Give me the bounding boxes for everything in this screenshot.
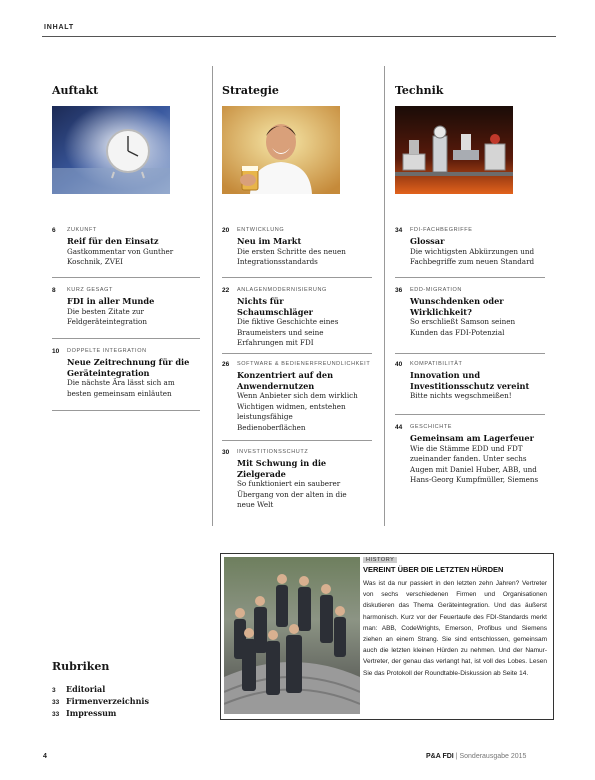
column-title-strategie: Strategie [222,84,279,97]
entry-divider [222,440,372,441]
entry-divider [222,353,372,354]
page-number: 40 [395,361,403,368]
page-number: 44 [395,424,403,431]
entry-kicker: ANLAGENMODERNISIERUNG [237,287,327,293]
box-kicker: HISTORY [363,557,397,563]
entry-headline: Nichts für Schaumschläger [237,296,313,317]
rubriken-title: Rubriken [52,660,110,673]
toc-entry[interactable] [52,286,192,328]
page-number: 26 [222,361,230,368]
entry-kicker: FDI-FACHBEGRIFFE [410,227,473,233]
clock-photo [52,106,170,194]
toc-entry[interactable] [395,360,545,402]
page-number: 3 [52,687,56,694]
page-number: 33 [52,711,60,718]
entry-description: Die besten Zitate zur Feldgeräteintegration [67,306,147,326]
section-label: INHALT [44,24,74,31]
entry-description: So funktioniert ein sauberer Übergang von der alten in die neue Welt [237,479,347,509]
rubrik-item-impressum[interactable] [52,708,116,718]
entry-kicker: GESCHICHTE [410,424,453,430]
column-divider [384,66,385,526]
box-title: VEREINT ÜBER DIE LETZTEN HÜRDEN [363,565,504,574]
entry-description: Bitte nichts wegschmeißen! [410,391,512,400]
rubrik-label: Editorial [66,684,106,694]
brewer-photo [222,106,340,194]
entry-kicker: DOPPELTE INTEGRATION [67,348,147,354]
rubrik-item-editorial[interactable] [52,684,105,694]
entry-kicker: SOFTWARE & BEDIENERFREUNDLICHKEIT [237,361,371,367]
edition-label: Sonderausgabe 2015 [459,753,527,760]
entry-headline: Wunschdenken oder Wirklichkeit? [410,296,504,317]
toc-entry[interactable] [395,423,545,486]
entry-description: Die wichtigsten Abkürzungen und Fachbegriffe zum neuen Standard [410,246,535,266]
edition-separator: | [455,753,460,760]
footer-publication [426,753,526,760]
entry-kicker: KURZ GESAGT [67,287,114,293]
publication-name: P&A FDI [426,753,454,760]
entry-kicker: KOMPATIBILITÄT [410,361,463,367]
box-text: Was ist da nur passiert in den letzten zehn Jahren? Vertreter von sechs verschiedenen Firmen und Organisationen diskutieren das Thema Geräteintegration. Und das äußerst harmonisch. Kurz vor der Feuertaufe des FDI-Standards merkt man: ABB, CodeWrights, Emerson, Profibus und Siemens ziehen an einem Strang. Sie sind entschlossen, gemeinsam auch die letzten kleinen Hürden zu nehmen. Und der Namur-Vertreter, der genau das verlangt hat, ist voll des Lobes. Lesen Sie das Protokoll der Roundtable-Diskussion ab Seite 14. [363,580,547,677]
field-devices-photo [395,106,513,194]
entry-description: Gastkommentar von Gunther Koschnik, ZVEI [67,246,174,266]
entry-divider [52,277,200,278]
toc-entry[interactable] [222,226,362,268]
entry-divider [52,338,200,339]
page-number: 22 [222,287,230,294]
entry-description: Wie die Stämme EDD und FDT zueinander fanden. Unter sechs Augen mit Daniel Huber, ABB, und Hans-Georg Kumpfmüller, Siemens [410,443,539,484]
rubrik-item-firmenverzeichnis[interactable] [52,696,149,706]
toc-entry[interactable] [52,226,192,268]
entry-description: Die fiktive Geschichte eines Braumeisters und seine Erfahrungen mit FDI [237,317,339,347]
toc-entry[interactable] [222,360,371,433]
entry-description: Wenn Anbieter sich dem wirklich Wichtigen widmen, entstehen leistungsfähige Bedienoberflächen [237,391,358,432]
page-number: 20 [222,227,230,234]
column-title-auftakt: Auftakt [52,84,99,97]
entry-headline: Gemeinsam am Lagerfeuer [410,433,534,443]
rubrik-label: Firmenverzeichnis [66,696,149,706]
entry-headline: Reif für den Einsatz [67,236,159,246]
entry-kicker: ZUKUNFT [67,227,97,233]
page-number: 30 [222,449,230,456]
entry-headline: Konzentriert auf den Anwendernutzen [237,370,334,391]
entry-headline: Glossar [410,236,445,246]
page-number: 6 [52,227,56,234]
entry-headline: Neu im Markt [237,236,302,246]
toc-entry[interactable] [395,286,545,338]
page-number: 36 [395,287,403,294]
entry-kicker: INVESTITIONSSCHUTZ [237,449,309,455]
group-photo [224,557,360,714]
page-number: 10 [52,348,60,355]
footer-page-number: 4 [43,753,47,760]
entry-divider [395,414,545,415]
toc-entry[interactable] [222,448,362,511]
entry-divider [395,353,545,354]
entry-kicker: EDD-MIGRATION [410,287,463,293]
toc-entry[interactable] [395,226,545,268]
entry-divider [222,277,372,278]
entry-divider [52,410,200,411]
entry-divider [395,277,545,278]
column-divider [212,66,213,526]
entry-headline: Innovation und Investitionsschutz vereint [410,370,530,391]
page-number: 8 [52,287,56,294]
entry-description: Die ersten Schritte des neuen Integrationsstandards [237,246,346,266]
entry-headline: FDI in aller Munde [67,296,155,306]
entry-description: Die nächste Ära lässt sich am besten gemeinsam einläuten [67,378,175,398]
entry-headline: Mit Schwung in die Zielgerade [237,458,327,479]
header-rule [42,36,556,37]
toc-entry[interactable] [222,286,362,349]
entry-kicker: ENTWICKLUNG [237,227,285,233]
page-number: 33 [52,699,60,706]
page-number: 34 [395,227,403,234]
toc-entry[interactable] [52,347,192,399]
rubrik-label: Impressum [66,708,117,718]
entry-description: So erschließt Samson seinen Kunden das FDI-Potenzial [410,317,516,337]
entry-headline: Neue Zeitrechnung für die Geräteintegration [67,357,190,378]
column-title-technik: Technik [395,84,444,97]
